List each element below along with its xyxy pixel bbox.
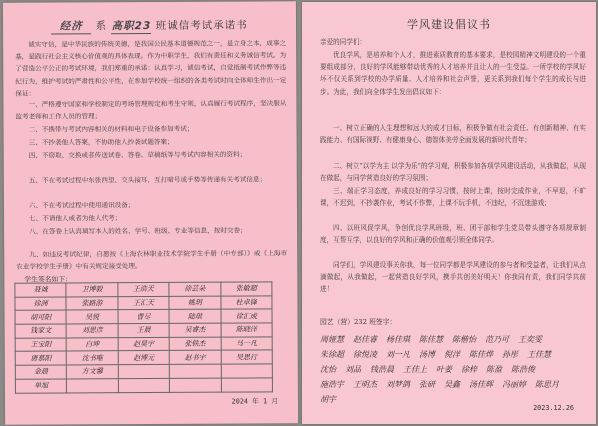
signature-cell: 沈书唯 (67, 351, 118, 365)
signature-row (15, 378, 272, 393)
signature-cell: 王宝阳 (15, 338, 66, 352)
signature-cell (221, 364, 273, 378)
pledge-date: 2024 年 1 月 (231, 397, 279, 406)
signature-cell: 赵昊宇 (118, 337, 169, 351)
signature-row (15, 296, 272, 311)
signature-cell: 张铁杰 (169, 337, 220, 351)
pledge-item-3: 三、不抄袭他人答案，不协助他人抄袭试题答案； (28, 137, 174, 147)
initiative-item-1: 一、树立正确的人生理想和远大的成才目标，积极争做有社会责任、有创新精神、有实践能力、有国际视野、有健康身心、德智体美劳全面发展的新时代青年； (320, 124, 586, 145)
signature-cell: 王浩天 (118, 282, 169, 296)
signature-name: 范乃可 (485, 335, 509, 344)
title-class-handwritten: 高职23 (111, 18, 151, 34)
signature-cell: 吴睿杰 (169, 323, 220, 337)
signature-cell: 聂诚 (15, 283, 66, 297)
integrity-pledge-sheet (3, 1, 298, 425)
signature-cell: 徐洲 (15, 297, 66, 311)
signature-name: 陈思月 (535, 380, 559, 389)
signature-table (14, 281, 273, 393)
signature-row (15, 309, 272, 324)
signature-name: 叶姜 (436, 365, 452, 374)
signature-name: 徐梓 (461, 365, 477, 374)
signature-name: 王明杰 (353, 380, 377, 389)
initiative-date: 2023.12.26 (533, 404, 574, 412)
signature-name: 倪洋 (444, 350, 460, 359)
signature-name: 刘梦鸽 (386, 380, 410, 389)
signature-name: 朱徐超 (320, 350, 344, 359)
pledge-item-4: 四、不窃取、交换或者传送试卷、答卷、草稿纸等与考试内容相关的资料； (28, 150, 247, 160)
signature-name: 施浩宇 (320, 380, 344, 389)
signature-name: 王佳上 (403, 365, 427, 374)
signature-cell: 吴思行 (221, 350, 273, 364)
signature-cell: 王汇天 (118, 296, 169, 310)
signature-name: 冯丽婷 (502, 380, 526, 389)
title-text: 班诚信考试承诺书 (155, 19, 248, 32)
signature-cell: 方文馨 (67, 365, 118, 379)
signature-cell: 姚玥 (169, 296, 220, 310)
pledge-item-8: 八、在答卷上认真填写本人的姓名、学号、班级、专业等信息，按时交卷； (29, 226, 247, 236)
signature-name: 刘一凡 (386, 350, 410, 359)
signature-name: 沈怡 (320, 365, 336, 374)
signature-cell: 杜卓锋 (220, 296, 272, 310)
signature-name: 杨佳琪 (386, 335, 410, 344)
signature-cell: 唐慕阳 (15, 351, 66, 365)
pledge-intro-paragraph: 诚实守信，是中华民族的传统美德，是我国公民基本道德规范之一，是立身之本，成事之基，是践行社会主义核心价值观的具体表现。作为中职学生，我们有责任和义务诚信考试。为了营造公平公正的考试环境，我们郑重的承诺：认真学习，诚信考试，自觉抵制考试作弊等违纪行为，维护考试的严肃性和公平性，在参加学校统一组织的各类考试时向全体师生作出一定保证： (15, 39, 287, 98)
signature-cell: 王晨 (118, 323, 169, 337)
pledge-title (3, 17, 296, 35)
signature-cell (118, 365, 169, 379)
title-mid: 系 (95, 20, 108, 33)
signature-name: 孙彤 (502, 350, 518, 359)
signature-cell: 马一凡 (221, 337, 273, 351)
signature-name: 钱浩晨 (370, 365, 394, 374)
signature-name: 周娅慧 (320, 335, 344, 344)
pledge-item-7: 七、不请他人或者为他人代考； (29, 214, 122, 223)
signature-cell: 吴悦 (66, 310, 117, 324)
signature-name: 刘品 (345, 365, 361, 374)
initiative-item-3: 三、端正学习态度，养成良好的学习习惯，按时上课，按时完成作业，不早退，不旷课，不迟到，不抄袭作业，考试不作弊，上课不玩手机，不违纪，不沉迷游戏； (320, 187, 586, 208)
initiative-closing-paragraph: 同学们，学风建设事关你我，每一位同学都是学风建设的参与者和受益者，让我们从点滴做起，从我做起，一起营造良好学风，携手共创美好明天！你我同有责，我们同学共前进！ (320, 261, 586, 294)
signature-cell: 赵书宇 (169, 351, 220, 365)
signature-row (15, 350, 272, 365)
signature-cell: 卫博毅 (66, 283, 117, 297)
signature-cell (169, 364, 220, 378)
signature-row (15, 337, 272, 352)
signature-cell: 赵博元 (118, 351, 169, 365)
signature-cell: 陈晓洋 (221, 323, 273, 337)
signature-cell (221, 378, 273, 392)
salutation: 亲爱的同学们： (320, 38, 367, 46)
signature-grid (320, 332, 570, 407)
signature-cell: 徐芸朵 (169, 282, 220, 296)
signature-cell: 钱家文 (15, 324, 66, 338)
study-initiative-sheet (302, 2, 596, 424)
signature-name: 徐悦凌 (353, 350, 377, 359)
signature-name: 陈盈 (486, 365, 502, 374)
signature-name: 陈浩俊 (511, 365, 535, 374)
title-handwritten-prefix: 经济 (51, 18, 91, 34)
signature-cell (170, 378, 221, 392)
initiative-item-2: 二、树立“以学为主 以学为乐”的学习观，积极参加各项学风建设活动，从我做起，从现在做起，与同学营造良好的学习氛围； (320, 162, 586, 183)
pledge-item-6: 六、不在考试过程中使用通讯设备； (28, 201, 135, 210)
pledge-item-1: 一、严格遵守国家和学校制定的考场管理规定和考生守则，认真履行考试程序，坚决服从监考老师和工作人员的管理； (15, 99, 287, 121)
signature-cell: 徐汇成 (221, 309, 273, 323)
signature-name: 胡宇 (320, 395, 336, 404)
signature-row (15, 364, 272, 379)
signature-cell: 白坤 (67, 337, 118, 351)
signature-cell (118, 378, 169, 392)
signature-row (15, 282, 272, 297)
signature-cell: 陆琪 (169, 310, 220, 324)
pledge-item-9: 九、如违反考试纪律，自愿按《上海农林职业技术学院学生手册（中专部）》或《上海市农业学校学生手册》中有关规定接受处理。 (16, 249, 288, 271)
signature-cell: 曹尽 (118, 310, 169, 324)
signature-cell: 张路游 (66, 296, 117, 310)
signature-cell: 刘思彦 (66, 324, 117, 338)
signature-cell: 单旭 (15, 379, 66, 393)
signature-name: 汤博 (419, 350, 435, 359)
signature-name: 赵佳睿 (353, 335, 377, 344)
signature-label: 学生签名如下： (24, 275, 72, 284)
signature-cell: 胡可阳 (15, 310, 66, 324)
signature-name: 陈佳烨 (469, 350, 493, 359)
signature-cell: 张敏超 (220, 282, 272, 296)
signature-name: 汤佳辉 (469, 380, 493, 389)
signature-cell: 金晨 (15, 365, 66, 379)
signature-name: 陈楷怡 (452, 335, 476, 344)
signature-cell (67, 378, 118, 392)
signature-name: 陈佳慧 (419, 335, 443, 344)
signature-name: 吴鑫 (444, 380, 460, 389)
pledge-item-2: 二、不携带与考试内容相关的材料和电子设备参加考试； (28, 124, 194, 134)
signature-name: 王奕雯 (518, 335, 542, 344)
signature-name: 张研 (419, 380, 435, 389)
initiative-intro-paragraph: 优良学风，是培养和个人才，推进素质教育的基本要求，是校园精神文明建设的一个重要组成部分，良好的学风能够带动优秀的人才培养并且让人的一生受益。一所学校的学风好坏不仅关系到学校的办学质量、人才培养和社会声誉，更关系到我们每个学生的成长与进步。为此，我们向全体学生发出倡议如下： (320, 51, 586, 96)
signature-name: 王佳慧 (527, 350, 551, 359)
initiative-item-4: 四、以班风促学风，争创优良学风班级，班、团干部和学生党员带头遵守各项规章制度，互帮互学，以良好的学风和正确的价值观引领全体同学。 (320, 224, 586, 245)
signature-row (15, 323, 272, 338)
class-signature-label: 园艺（营）232 班签字： (320, 318, 397, 326)
pledge-item-5: 五、不在考试过程中东张西望、交头接耳，互打暗号或手势等传递有关考试信息； (28, 175, 267, 185)
initiative-title: 学风建设倡议书 (407, 18, 491, 31)
